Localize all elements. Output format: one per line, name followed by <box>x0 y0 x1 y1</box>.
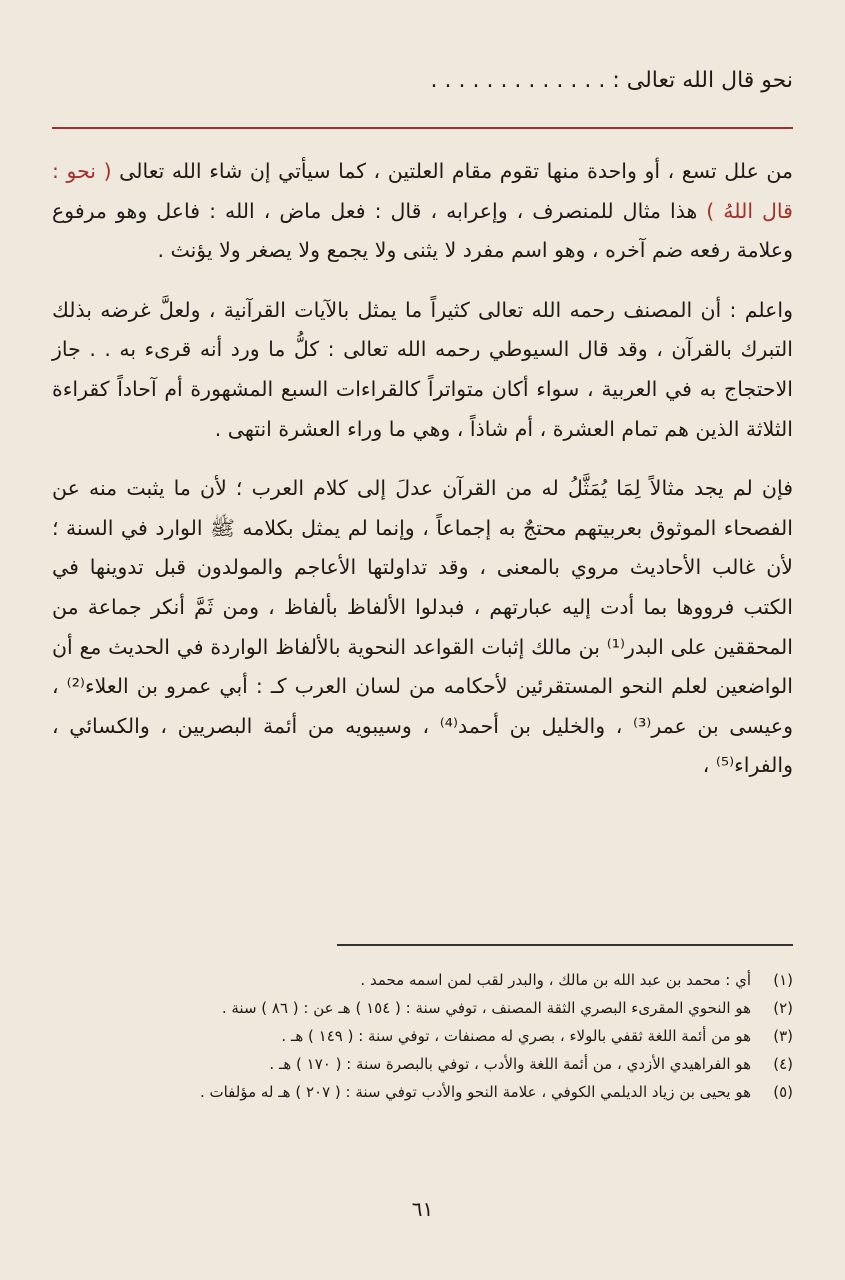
footnote <box>52 994 793 1022</box>
text-line: فإن لم يجد مثالاً لِمَا يُمَثَّلُ له من القرآن عدلَ إلى كلام العرب ؛ لأن ما يثبت <box>126 476 793 501</box>
footnotes <box>52 966 793 1106</box>
footnote <box>52 966 793 994</box>
text-line: فاعل وهو مرفوع وعلامة رفعه ضم آخره ، وهو اسم مفرد لا يثنى ولا يجمع <box>52 198 793 263</box>
footnote-text: أي : محمد بن عبد الله بن مالك ، والبدر لقب لمن اسمه محمد . <box>360 971 751 989</box>
text-line: الوارد في السنة ؛ لأن غالب الأحاديث مروي بالمعنى ، وقد تداولتها الأعاجم <box>52 515 793 580</box>
quoted-example: ( نحو : قال اللهُ ) <box>52 159 793 223</box>
footnote-text: هو من أئمة اللغة ثقفي بالولاء ، بصري له مصنفات ، توفي سنة : ( ١٤٩ ) هـ . <box>281 1027 751 1045</box>
text-line: من علل تسع ، أو واحدة منها تقوم مقام العلتين ، كما سيأتي إن شاء الله تعالى <box>119 159 793 183</box>
text-line: منه عن الفصحاء الموثوق بعربيتهم محتجٌ به إجماعاً ، وإنما لم يمثل بكلامه ﷺ <box>52 476 793 540</box>
footnote-number: (٣) <box>773 1027 793 1045</box>
text-line: غرضه بذلك التبرك بالقرآن ، وقد قال السيوطي رحمه الله تعالى : كلُّ ما ورد أنه <box>52 297 793 362</box>
paragraph-1 <box>52 152 793 271</box>
text-line: والخليل بن أحمد⁽⁴⁾ ، وسيبويه من أئمة البصريين ، والكسائي ، والفراء⁽⁵⁾ ، <box>52 713 793 778</box>
header-divider <box>52 127 793 129</box>
text-line: بألفاظ ، ومن ثَمَّ أنكر جماعة من المحققين على البدر⁽¹⁾ بن مالك إثبات القواعد <box>52 594 793 659</box>
text-line: والمولدون قبل تدوينها في الكتب فرووها بما أدت إليه عبارتهم ، فبدلوا الألفاظ <box>52 555 793 619</box>
text-line: ولا يصغر ولا يؤنث . <box>157 238 321 263</box>
text-line: قرىء به . . جاز الاحتجاج به في العربية ، سواء أكان متواتراً كالقراءات السبع <box>52 337 793 401</box>
footnote-number: (٥) <box>773 1083 793 1101</box>
paragraph-2 <box>52 291 793 449</box>
text-line: النحوية بالألفاظ الواردة في الحديث مع أن الواضعين لعلم النحو المستقرئين <box>52 634 793 699</box>
footnote-text: هو الفراهيدي الأزدي ، من أئمة اللغة والأدب ، توفي بالبصرة سنة : ( ١٧٠ ) هـ . <box>269 1055 751 1073</box>
footnote <box>52 1022 793 1050</box>
text-line: واعلم : أن المصنف رحمه الله تعالى كثيراً ما يمثل بالآيات القرآنية ، ولعلَّ <box>159 297 793 322</box>
main-text <box>52 152 793 786</box>
footnote-text: هو يحيى بن زياد الديلمي الكوفي ، علامة النحو والأدب توفي سنة : ( ٢٠٧ ) هـ له مؤلفات . <box>199 1083 751 1101</box>
text-line: هذا مثال للمنصرف ، وإعرابه ، قال : فعل ماض ، الله : <box>209 198 707 223</box>
footnote-divider <box>337 944 793 946</box>
page-number: ٦١ <box>411 1197 434 1221</box>
text-line: المشهورة أم آحاداً كقراءة الثلاثة الذين هم تمام العشرة ، أم شاذاً ، وهي ما وراء <box>52 376 793 441</box>
footnote <box>52 1078 793 1106</box>
text-line: العشرة انتهى . <box>214 416 341 441</box>
footnote-number: (٢) <box>773 999 793 1017</box>
footnote-text: هو النحوي المقرىء البصري الثقة المصنف ، توفي سنة : ( ١٥٤ ) هـ عن : ( ٨٦ ) سنة . <box>221 999 751 1017</box>
footnote-number: (٤) <box>773 1055 793 1073</box>
footnote <box>52 1050 793 1078</box>
paragraph-3 <box>52 469 793 786</box>
text-line: لأحكامه من لسان العرب كـ : أبي عمرو بن العلاء⁽²⁾ ، وعيسى بن عمر⁽³⁾ ، <box>52 674 794 738</box>
footnote-number: (١) <box>773 971 793 989</box>
running-header: نحو قال الله تعالى : . . . . . . . . . . . . . <box>430 68 793 93</box>
